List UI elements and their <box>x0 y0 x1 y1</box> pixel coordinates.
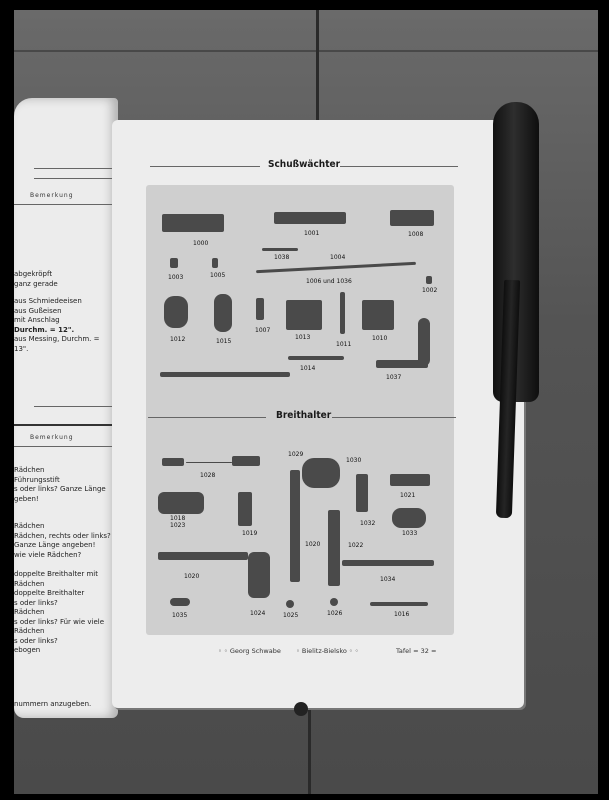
ornament-rule <box>34 406 112 407</box>
left-line: Rädchen <box>14 522 45 530</box>
left-line: nummern anzugeben. <box>14 699 92 708</box>
part-label: 1006 und 1036 <box>306 278 352 285</box>
footer-plate: Tafel = 32 = <box>396 647 437 655</box>
part-1013 <box>286 300 322 330</box>
part-label: 1014 <box>300 365 316 372</box>
part-1032 <box>356 474 368 512</box>
plank-seam <box>316 10 319 122</box>
part-label: 1005 <box>210 272 226 279</box>
part-label: 1018 <box>170 515 186 522</box>
left-line: Rädchen, rechts oder links? <box>14 531 111 540</box>
left-line: aus Messing, Durchm. = 13". <box>14 335 100 353</box>
part-1012 <box>164 296 188 328</box>
part-label: 1015 <box>216 338 232 345</box>
left-line: aus Schmiedeeisen <box>14 297 82 305</box>
part-label: 1002 <box>422 287 438 294</box>
part-label: 1003 <box>168 274 184 281</box>
section-title-schusswaechter: Schußwächter <box>268 159 341 170</box>
left-line: Führungsstift <box>14 475 60 484</box>
part-1002 <box>426 276 432 284</box>
part-1026 <box>330 598 338 606</box>
left-line: Ganze Länge angeben! <box>14 541 96 549</box>
part-label: 1010 <box>372 335 388 342</box>
part-1024 <box>248 552 270 598</box>
part-label: 1032 <box>360 520 376 527</box>
footer-city: ◦ Bielitz-Bielsko ◦ ◦ <box>296 647 359 655</box>
part-1030 <box>302 458 340 488</box>
pin <box>294 702 308 716</box>
part-label: 1019 <box>242 530 258 537</box>
ornament-rule <box>148 417 266 418</box>
part-1037-hook <box>418 318 430 366</box>
part-1021 <box>390 474 430 486</box>
footer-publisher: ◦ ◦ Georg Schwabe <box>218 647 281 655</box>
left-line: Durchm. = 12". <box>14 325 75 334</box>
part-label: 1020 <box>184 573 200 580</box>
plank-seam <box>308 706 311 794</box>
part-label: 1023 <box>170 522 186 529</box>
left-section2-header: Bemerkung <box>30 434 74 441</box>
part-1007 <box>256 298 264 320</box>
left-line: s oder links? <box>14 598 58 607</box>
part-label: 1013 <box>295 334 311 341</box>
part-1038 <box>262 248 298 251</box>
part-1018 <box>158 492 204 514</box>
left-line: Rädchen <box>14 466 45 474</box>
part-label: 1007 <box>255 327 271 334</box>
part-1034 <box>342 560 434 566</box>
part-label: 1034 <box>380 576 396 583</box>
part-1035 <box>170 598 190 606</box>
left-section1-header: Bemerkung <box>30 192 74 199</box>
part-label: 1025 <box>283 612 299 619</box>
part-label: 1001 <box>304 230 320 237</box>
left-section2-text <box>14 466 114 709</box>
left-section1-text <box>14 270 114 354</box>
part-1020-post <box>290 470 300 582</box>
divider <box>14 446 114 447</box>
ornament-rule <box>150 166 260 167</box>
left-line: doppelte Breithalter mit Rädchen <box>14 570 98 588</box>
part-label: 1029 <box>288 451 304 458</box>
ornament-rule <box>34 178 112 179</box>
part-1010 <box>362 300 394 330</box>
part-label: 1037 <box>386 374 402 381</box>
part-label: 1012 <box>170 336 186 343</box>
part-1033 <box>392 508 426 528</box>
part-1020 <box>158 552 248 560</box>
ornament-rule <box>340 166 458 167</box>
part-label: 1020 <box>305 541 321 548</box>
left-line: abgekröpft <box>14 270 53 278</box>
part-label: 1024 <box>250 610 266 617</box>
part-label: 1011 <box>336 341 352 348</box>
part-label: 1004 <box>330 254 346 261</box>
part-label: 1038 <box>274 254 290 261</box>
left-line: s oder links? Für wie viele Rädchen <box>14 617 105 635</box>
plank-seam <box>14 50 598 52</box>
publisher-name: Georg Schwabe <box>229 647 281 655</box>
divider <box>14 204 114 205</box>
left-line: s oder links? Ganze Länge <box>14 485 106 493</box>
left-line: ganz gerade <box>14 279 58 288</box>
left-line: ebogen <box>14 646 41 654</box>
page-edge <box>14 424 114 426</box>
part-label: 1035 <box>172 612 188 619</box>
part-1019 <box>238 492 252 526</box>
part-1025 <box>286 600 294 608</box>
part-1011 <box>340 292 345 334</box>
left-line: doppelte Breithalter <box>14 589 85 597</box>
plate-number: 32 <box>420 647 429 655</box>
part-1015 <box>214 294 232 332</box>
part-1014 <box>160 372 290 377</box>
part-1022 <box>328 510 340 586</box>
left-line: aus Gußeisen <box>14 306 62 315</box>
part-1008 <box>390 210 434 226</box>
city-name: Bielitz-Bielsko <box>301 647 347 655</box>
part-label: 1021 <box>400 492 416 499</box>
section-title-breithalter: Breithalter <box>276 410 332 421</box>
left-line: mit Anschlag <box>14 316 60 324</box>
part-1001 <box>274 212 346 224</box>
part-1003 <box>170 258 178 268</box>
part-1014-arm <box>288 356 344 360</box>
left-line: s oder links? <box>14 636 58 645</box>
left-line: wie viele Rädchen? <box>14 550 82 559</box>
left-line: geben! <box>14 494 39 503</box>
part-label: 1000 <box>193 240 209 247</box>
part-1005 <box>212 258 218 268</box>
part-label: 1028 <box>200 472 216 479</box>
part-1000 <box>162 214 224 232</box>
ornament-rule <box>332 417 456 418</box>
part-label: 1008 <box>408 231 424 238</box>
left-line: Rädchen <box>14 608 45 616</box>
part-label: 1026 <box>327 610 343 617</box>
part-label: 1016 <box>394 611 410 618</box>
part-1028-c <box>232 456 260 466</box>
part-1028-a <box>162 458 184 466</box>
plate-label: Tafel <box>396 647 411 655</box>
part-1016 <box>370 602 428 606</box>
part-label: 1022 <box>348 542 364 549</box>
ornament-rule <box>34 168 112 169</box>
part-label: 1033 <box>402 530 418 537</box>
part-label: 1030 <box>346 457 362 464</box>
part-1028-b <box>186 462 232 463</box>
